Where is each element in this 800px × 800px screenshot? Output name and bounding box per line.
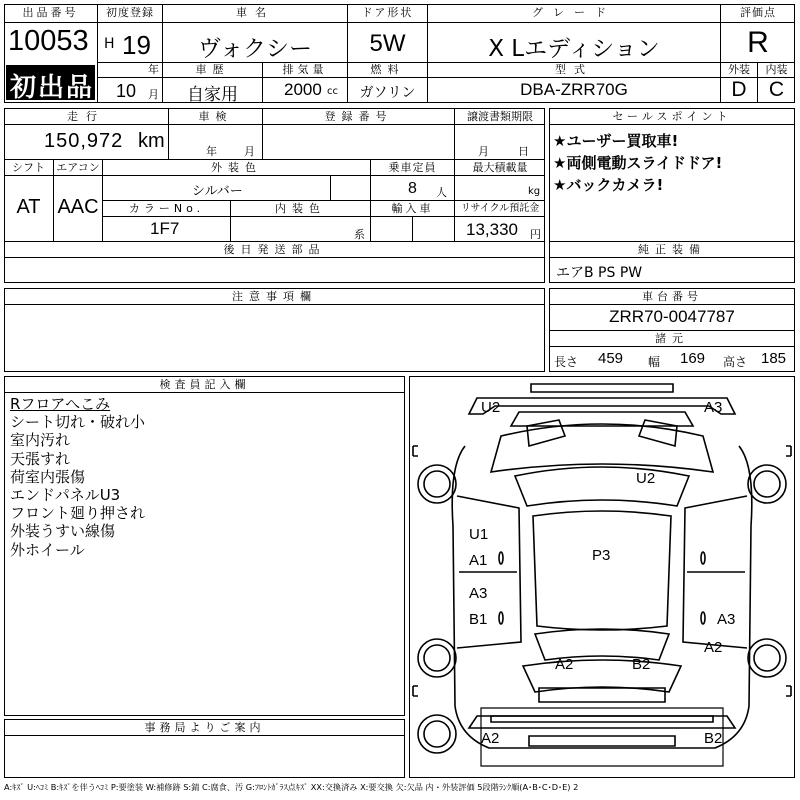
interior-color-unit: 系: [354, 228, 365, 241]
remark-line: エンドパネルU3: [10, 486, 121, 505]
sales-point-1: ★ユーザー買取車!: [553, 132, 679, 150]
displacement: 2000: [284, 80, 322, 99]
damage-front-right: A3: [704, 399, 723, 416]
score-label: 評価点: [740, 6, 776, 19]
remark-line: フロント廻り押され: [10, 504, 146, 523]
spec-label: 諸元: [655, 332, 689, 345]
color-number: 1F7: [150, 219, 180, 238]
color-number-label: カラーNo.: [128, 202, 205, 215]
equipment: エアB PS PW: [556, 265, 643, 281]
remark-line: シート切れ・破れ小: [10, 413, 146, 432]
damage-right-quarter: A2: [704, 639, 723, 656]
grade-label: グレード: [532, 6, 616, 19]
fuel: ガソリン: [359, 85, 416, 101]
damage-tail-left: A2: [555, 656, 574, 673]
office-label: 事務局よりご案内: [144, 721, 265, 734]
remark-line: 室内汚れ: [10, 431, 71, 450]
color-label: 外装色: [211, 161, 262, 174]
first-registration-month: 10: [116, 81, 137, 101]
damage-tail-right: B2: [632, 656, 651, 673]
interior-grade-label: 内装: [765, 63, 788, 76]
sales-point-label: セールスポイント: [612, 110, 732, 123]
width-label: 幅: [648, 355, 661, 369]
door-type-label: ドア形状: [361, 6, 414, 19]
shift-label: シフト: [12, 161, 45, 174]
registration-number-label: 登録番号: [324, 110, 393, 123]
aircon: AAC: [57, 196, 99, 218]
car-outline-diagram: [409, 376, 795, 778]
height: 185: [761, 350, 787, 367]
remark-line: 荷室内張傷: [10, 467, 86, 486]
shift: AT: [16, 196, 41, 218]
damage-rear-left: A2: [481, 730, 500, 747]
capacity-label: 乗車定員: [388, 161, 437, 174]
mileage-unit: km: [138, 130, 165, 152]
notes-label: 注意事項欄: [232, 290, 317, 303]
transfer-deadline-label: 譲渡書類期限: [467, 110, 533, 123]
remark-line: Rフロアへこみ: [10, 395, 111, 413]
car-name-label: 車名: [236, 6, 274, 19]
capacity: 8: [408, 180, 417, 197]
remark-line: 外装うすい線傷: [10, 522, 116, 541]
sales-point-2: ★両側電動スライドドア!: [553, 154, 723, 172]
length: 459: [598, 350, 624, 367]
chassis-number: ZRR70-0047787: [609, 307, 735, 326]
first-registration-year: 19: [122, 30, 151, 60]
month-unit: 月: [148, 88, 159, 101]
damage-left-front-door-1: U1: [469, 526, 489, 543]
height-label: 高さ: [723, 355, 748, 369]
damage-hood: U2: [636, 470, 656, 487]
interior-grade: C: [768, 78, 785, 101]
inspector-label: 検査員記入欄: [159, 378, 250, 391]
sales-point-3: ★バックカメラ!: [553, 176, 664, 194]
transfer-day-unit: 日: [518, 145, 529, 158]
later-parts-label: 後日発送部品: [223, 243, 326, 256]
width: 169: [680, 350, 706, 367]
mileage: 150,972: [44, 130, 124, 152]
remark-line: 天張すれ: [10, 449, 71, 468]
transfer-month-unit: 月: [478, 145, 489, 158]
damage-roof: P3: [592, 547, 611, 564]
score: R: [747, 26, 769, 59]
history: 自家用: [187, 85, 238, 105]
remark-line: 外ホイール: [10, 540, 85, 559]
damage-right-rear: A3: [717, 611, 736, 628]
damage-left-rear-door-2: B1: [469, 611, 488, 628]
recycle-deposit: 13,330: [466, 220, 518, 239]
equipment-label: 純正装備: [638, 243, 706, 256]
inspector-remarks: [10, 395, 145, 559]
lot-number-label: 出品番号: [22, 6, 79, 19]
length-label: 長さ: [554, 355, 579, 369]
displacement-unit: cc: [327, 86, 338, 97]
damage-left-rear-door-1: A3: [469, 585, 488, 602]
chassis-number-label: 車台番号: [642, 290, 702, 303]
model-code: DBA-ZRR70G: [520, 80, 628, 99]
first-registration-label: 初度登録: [106, 6, 154, 19]
aircon-label: エアコン: [56, 161, 100, 174]
damage-left-front-door-2: A1: [469, 552, 488, 569]
capacity-unit: 人: [436, 186, 447, 199]
year-unit: 年: [148, 63, 159, 76]
era: H: [104, 36, 115, 52]
recycle-deposit-label: リサイクル預託金: [460, 203, 540, 214]
fuel-label: 燃料: [370, 63, 405, 76]
inspection-year-unit: 年: [206, 145, 217, 158]
first-listing-text: 初出品: [10, 73, 95, 103]
legend: A:ｷｽﾞ U:ﾍｺﾐ B:ｷｽﾞを伴うﾍｺﾐ P:要塗装 W:補修跡 S:錆 C:腐食、汚 G:ﾌﾛﾝﾄｶﾞﾗｽ点ｷｽﾞ XX:交換済み X:要交換 欠:欠品 内・外装評価 5段階ﾗﾝｸ順(A･B･C･D･E) 2: [4, 782, 579, 792]
exterior-grade: D: [731, 78, 747, 101]
exterior-grade-label: 外装: [728, 63, 750, 76]
inspection-label: 車検: [198, 110, 233, 123]
mileage-label: 走行: [67, 110, 105, 123]
door-type: 5W: [369, 30, 406, 57]
damage-rear-right: B2: [704, 730, 723, 747]
displacement-label: 排気量: [282, 63, 328, 76]
interior-color-label: 内装色: [275, 202, 326, 215]
max-load-unit: kg: [528, 186, 541, 197]
lot-number: 10053: [8, 25, 89, 57]
car-name: ヴォクシー: [197, 36, 313, 62]
max-load-label: 最大積載量: [472, 161, 528, 174]
history-label: 車歴: [195, 63, 230, 76]
inspection-month-unit: 月: [244, 145, 255, 158]
body-color: シルバー: [192, 184, 243, 199]
grade: X Lエディション: [488, 36, 660, 62]
import-label: 輸入車: [391, 202, 434, 215]
model-label: 型式: [555, 63, 593, 76]
damage-front-left: U2: [481, 399, 501, 416]
recycle-unit: 円: [530, 228, 541, 241]
